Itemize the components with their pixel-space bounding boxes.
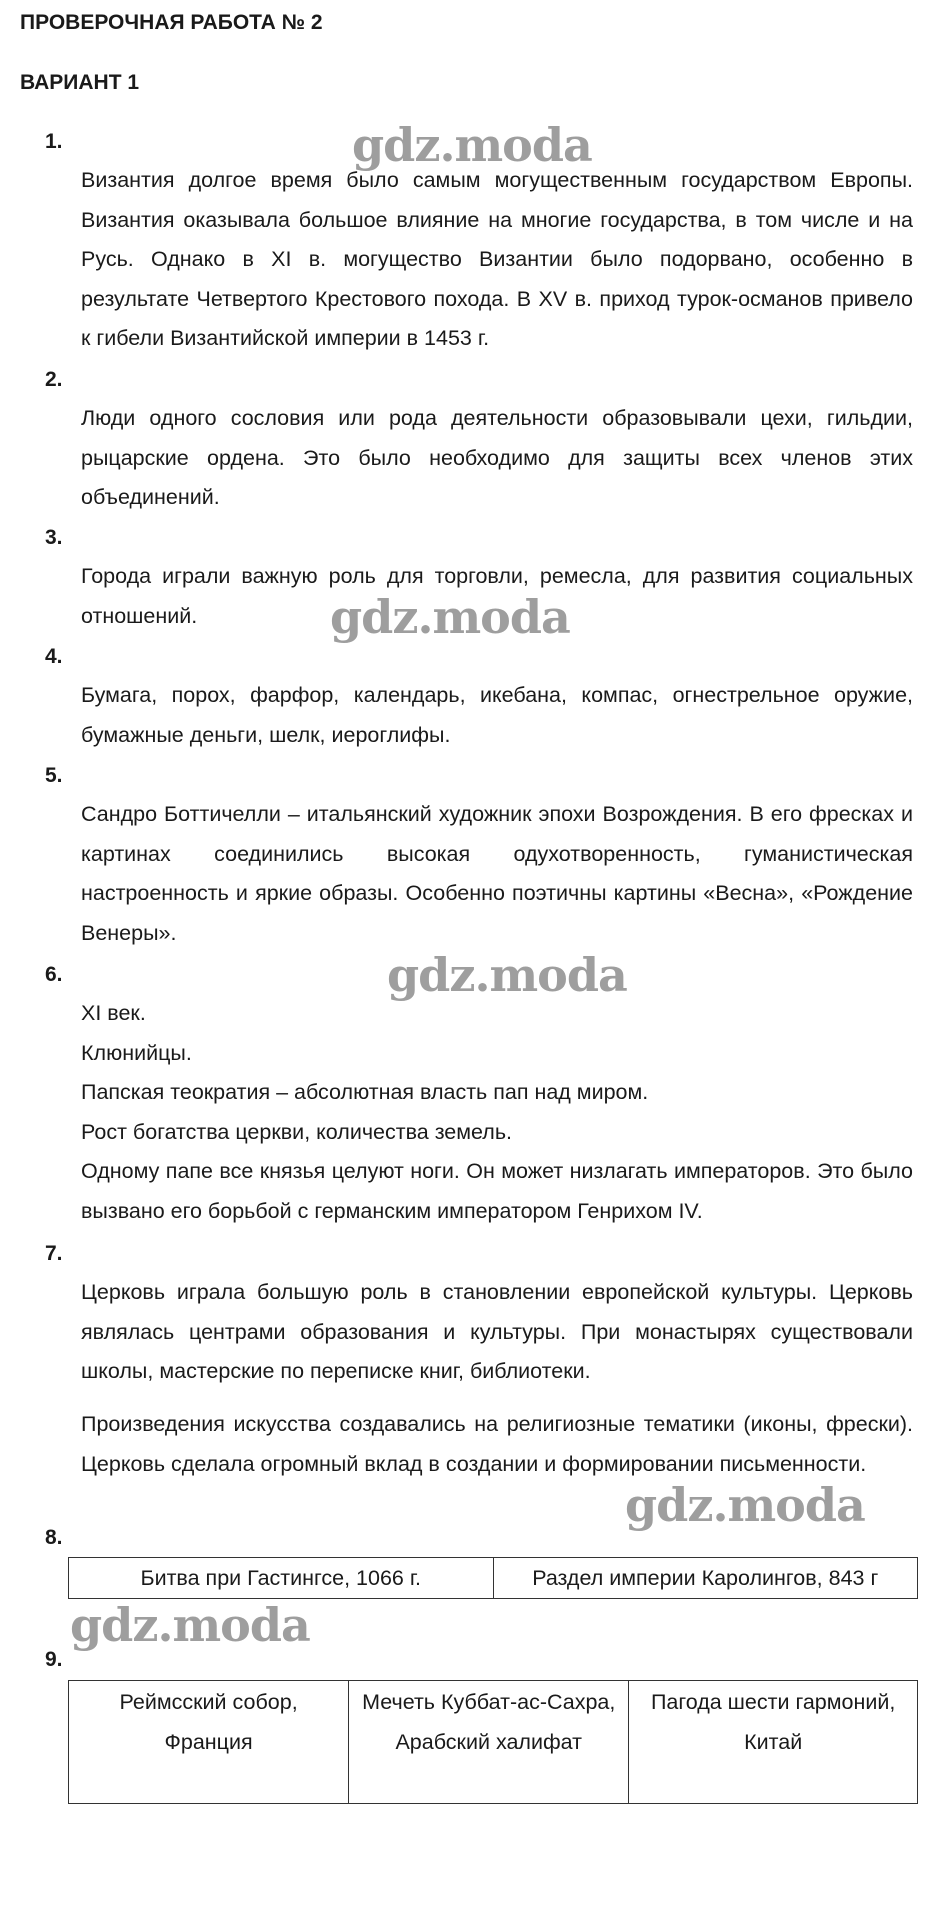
answer-number-5: 5. [45, 764, 63, 787]
variant-title: ВАРИАНТ 1 [20, 71, 140, 94]
answer-number-9: 9. [45, 1648, 63, 1671]
table-row [69, 1558, 918, 1599]
answer-table-9 [68, 1680, 918, 1804]
table-cell: Битва при Гастингсе, 1066 г. [69, 1558, 494, 1599]
answer-text-7a: Церковь играла большую роль в становлении европейской культуры. Церковь являлась центрами образования и культуры. При монастырях существовали школы, мастерские по переписке книг, библиотеки. [81, 1280, 913, 1383]
watermark: gdz.moda [352, 118, 592, 172]
answer-number-6: 6. [45, 963, 63, 986]
answer-6-line-2: Клюнийцы. [81, 1040, 192, 1065]
table-cell: Пагода шести гармоний, Китай [629, 1681, 918, 1804]
answer-6-line-1: XI век. [81, 1001, 146, 1025]
answer-text-1: Византия долгое время было самым могущественным государством Европы. Византия оказывала большое влияние на многие государства, в том числе и на Русь. Однако в XI в. могущество Византии было подорвано, особенно в результате Четвертого Крестового похода. В XV в. приход турок-османов привело к гибели Византийской империи в 1453 г. [81, 168, 913, 350]
answer-number-3: 3. [45, 526, 63, 549]
page-title: ПРОВЕРОЧНАЯ РАБОТА № 2 [20, 11, 323, 34]
answer-number-7: 7. [45, 1242, 63, 1265]
answer-text-5: Сандро Боттичелли – итальянский художник эпохи Возрождения. В его фресках и картинах соединились высокая одухотворенность, гуманистическая настроенность и яркие образы. Особенно поэтичны картины «Весна», «Рождение Венеры». [81, 802, 913, 945]
watermark: gdz.moda [70, 1598, 310, 1652]
answer-text-3: Города играли важную роль для торговли, ремесла, для развития социальных отношений. [81, 564, 913, 628]
table-cell: Раздел империи Каролингов, 843 г [493, 1558, 918, 1599]
answer-number-2: 2. [45, 368, 63, 391]
answer-text-6 [81, 994, 913, 1231]
answer-table-8 [68, 1557, 918, 1599]
table-cell: Реймсский собор, Франция [69, 1681, 349, 1804]
answer-text-2: Люди одного сословия или рода деятельности образовывали цехи, гильдии, рыцарские ордена. Это было необходимо для защиты всех членов этих объединений. [81, 406, 913, 509]
watermark: gdz.moda [387, 948, 627, 1002]
answer-text-7b: Произведения искусства создавались на религиозные тематики (иконы, фрески). Церковь сделала огромный вклад в создании и формировании письменности. [81, 1412, 913, 1476]
table-row [69, 1681, 918, 1804]
answer-6-line-3: Папская теократия – абсолютная власть пап над миром. [81, 1080, 649, 1104]
watermark: gdz.moda [330, 590, 570, 644]
answer-6-line-4: Рост богатства церкви, количества земель. [81, 1119, 513, 1144]
table-cell: Мечеть Куббат-ас-Сахра, Арабский халифат [349, 1681, 629, 1804]
answer-number-1: 1. [45, 130, 63, 153]
watermark: gdz.moda [625, 1478, 865, 1532]
answer-text-4: Бумага, порох, фарфор, календарь, икебана, компас, огнестрельное оружие, бумажные деньги, шелк, иероглифы. [81, 683, 913, 747]
answer-6-line-5: Одному папе все князья целуют ноги. Он может низлагать императоров. Это было вызвано его борьбой с германским императором Генрихом IV. [81, 1159, 913, 1223]
answer-number-4: 4. [45, 645, 63, 668]
answer-number-8: 8. [45, 1526, 63, 1549]
